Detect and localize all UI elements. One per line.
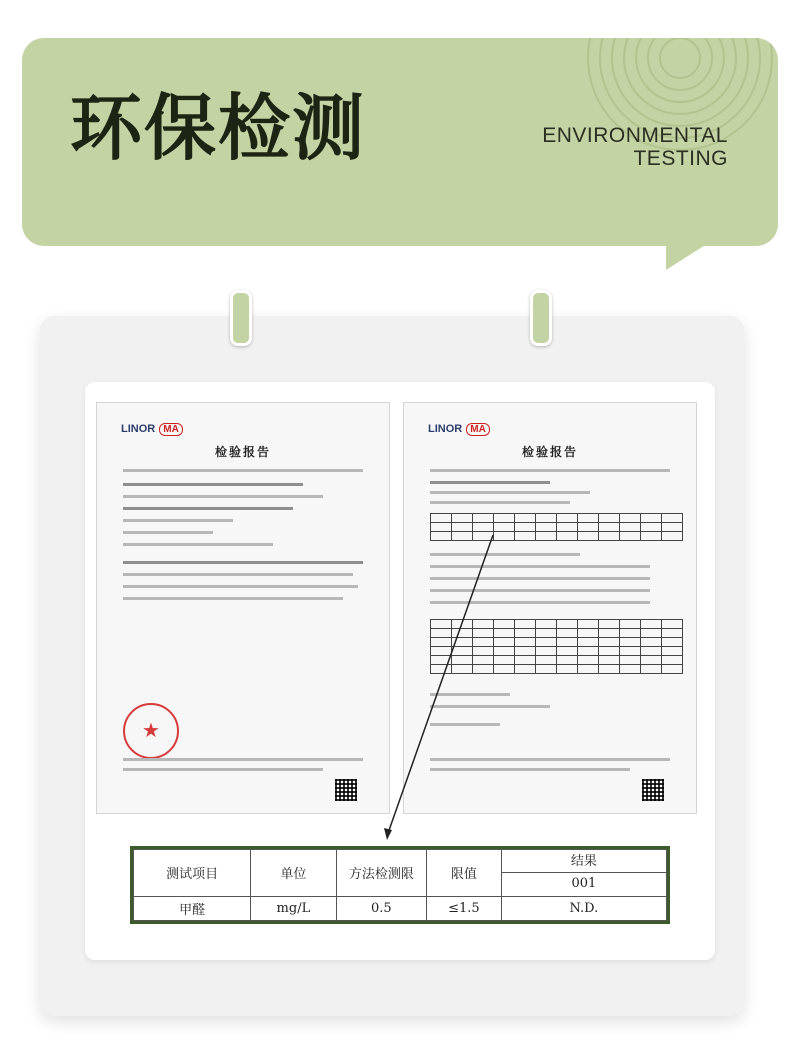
cell-result: N.D. [501,896,666,920]
report-title: 检验报告 [521,445,578,459]
report-title: 检验报告 [214,445,271,459]
cell-limit: ≤1.5 [427,896,502,920]
header-result-group [501,850,666,897]
header-method-limit: 方法检测限 [336,850,427,897]
ma-badge: MA [466,423,490,436]
ma-badge: MA [159,423,183,436]
header-test-item: 测试项目 [134,850,251,897]
cell-method-limit: 0.5 [336,896,427,920]
subtitle-line-2: TESTING [633,147,728,170]
subtitle-line-1: ENVIRONMENTAL [542,124,728,147]
header-sample-number: 001 [571,875,597,891]
cell-test-item: 甲醛 [134,896,251,920]
logo-text: LINOR [428,423,463,435]
logo-text: LINOR [121,423,156,435]
header-unit: 单位 [251,850,336,897]
red-seal-stamp-icon: ★ [123,703,179,759]
header-result: 结果 [502,851,666,873]
zoomed-result-table [130,846,670,924]
cell-unit: mg/L [251,896,336,920]
header-limit: 限值 [427,850,502,897]
page-title: 环保检测 [70,86,367,170]
